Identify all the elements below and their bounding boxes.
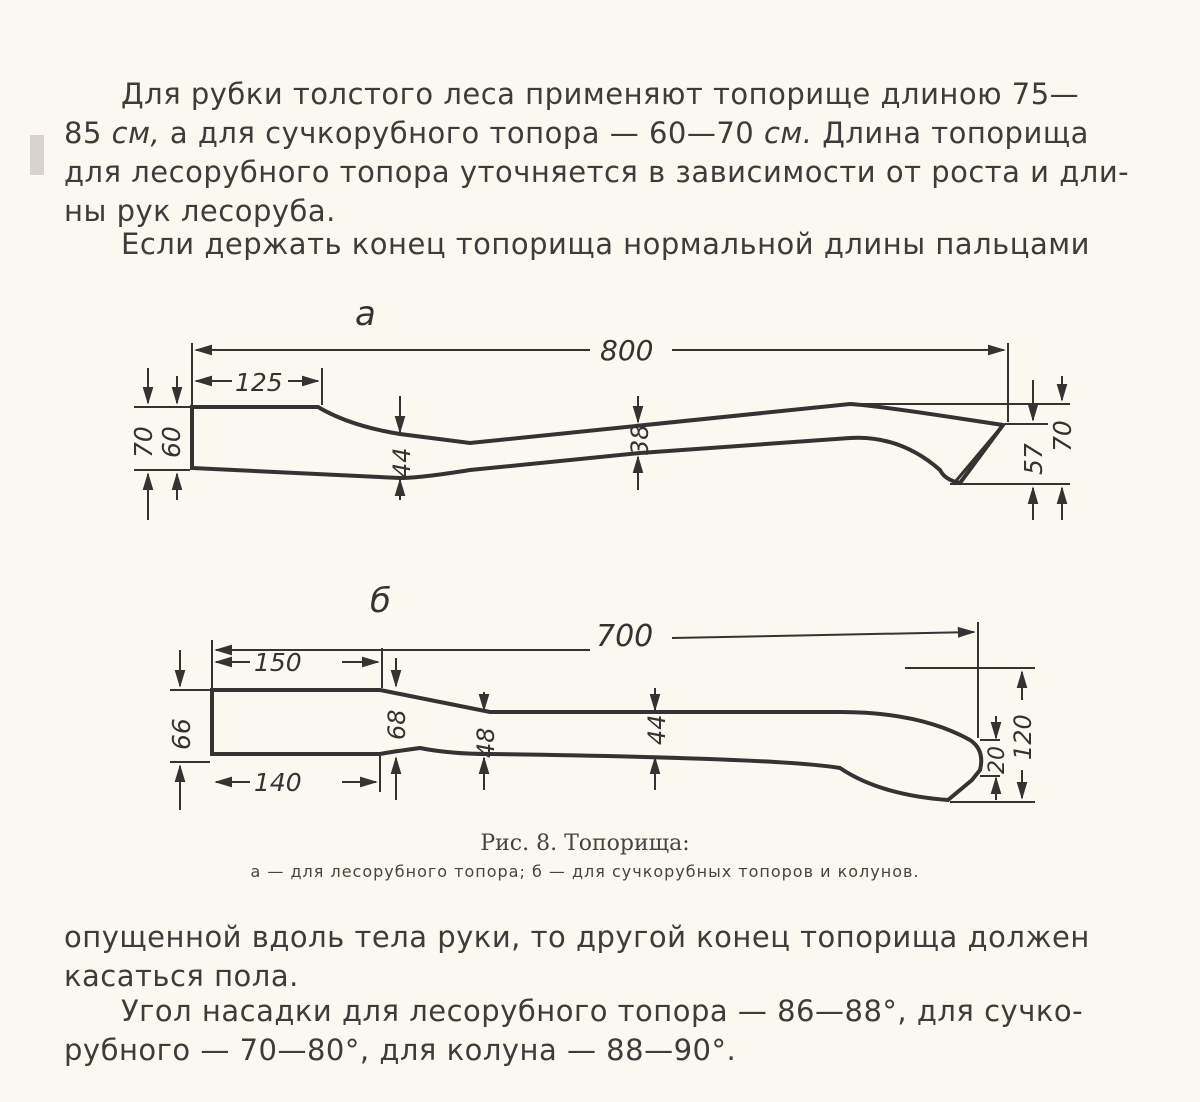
unit-cm-1: см, — [111, 116, 161, 150]
p1-line-1: Для рубки толстого леса применяют топорище длиною 75— — [121, 77, 1080, 111]
paragraph-3 — [64, 920, 1144, 998]
dim-a-70-left: 70 — [129, 426, 158, 458]
dim-a-800: 800 — [600, 334, 654, 367]
p4-line-1: Угол насадки для лесорубного топора — 86—88°, для сучко- — [121, 994, 1084, 1028]
handle-b-outline — [212, 690, 981, 800]
handle-a-end-bevel — [955, 425, 1003, 482]
p1-line-3: для лесорубного топора уточняется в зависимости от роста и дли- — [64, 155, 1130, 189]
dim-b-150: 150 — [254, 648, 302, 677]
dim-b-48: 48 — [472, 727, 500, 758]
dim-b-66: 66 — [167, 718, 196, 750]
dim-a-38: 38 — [626, 424, 654, 455]
dim-a-125: 125 — [235, 368, 283, 397]
dim-a-57: 57 — [1019, 443, 1048, 475]
p1-line-2-c: а для сучкорубного топора — 60—70 — [160, 116, 764, 150]
dim-a-70-right: 70 — [1048, 420, 1077, 452]
dim-b-120: 120 — [1009, 714, 1037, 760]
dim-b-20: 20 — [985, 746, 1010, 774]
p1-line-4: ны рук лесоруба. — [64, 194, 336, 228]
figure-caption-legend: а — для лесорубного топора; б — для сучкорубных топоров и колунов. — [250, 862, 920, 881]
dim-a-60: 60 — [157, 426, 186, 458]
unit-cm-2: см. — [763, 116, 813, 150]
dim-b-140: 140 — [254, 768, 302, 797]
p1-line-2-e: Длина топорища — [812, 116, 1089, 150]
handle-a-outline — [192, 404, 1003, 483]
p2-line-1: Если держать конец топорища нормальной длины пальцами — [121, 227, 1090, 261]
dim-b-700: 700 — [596, 619, 654, 654]
figure-a-label: а — [355, 294, 376, 334]
p3-line-1: опущенной вдоль тела руки, то другой конец топорища должен — [64, 920, 1090, 954]
paragraph-4 — [64, 994, 1144, 1072]
dim-a-44: 44 — [388, 447, 416, 478]
figure-b-label: б — [370, 581, 391, 621]
dim-b-44: 44 — [643, 714, 671, 745]
p3-line-2: касаться пола. — [64, 959, 299, 993]
p1-line-2-a: 85 — [64, 116, 112, 150]
figure-caption-title: Рис. 8. Топорища: — [480, 831, 690, 856]
dim-b-68: 68 — [383, 709, 411, 740]
p4-line-2: рубного — 70—80°, для колуна — 88—90°. — [64, 1033, 737, 1067]
